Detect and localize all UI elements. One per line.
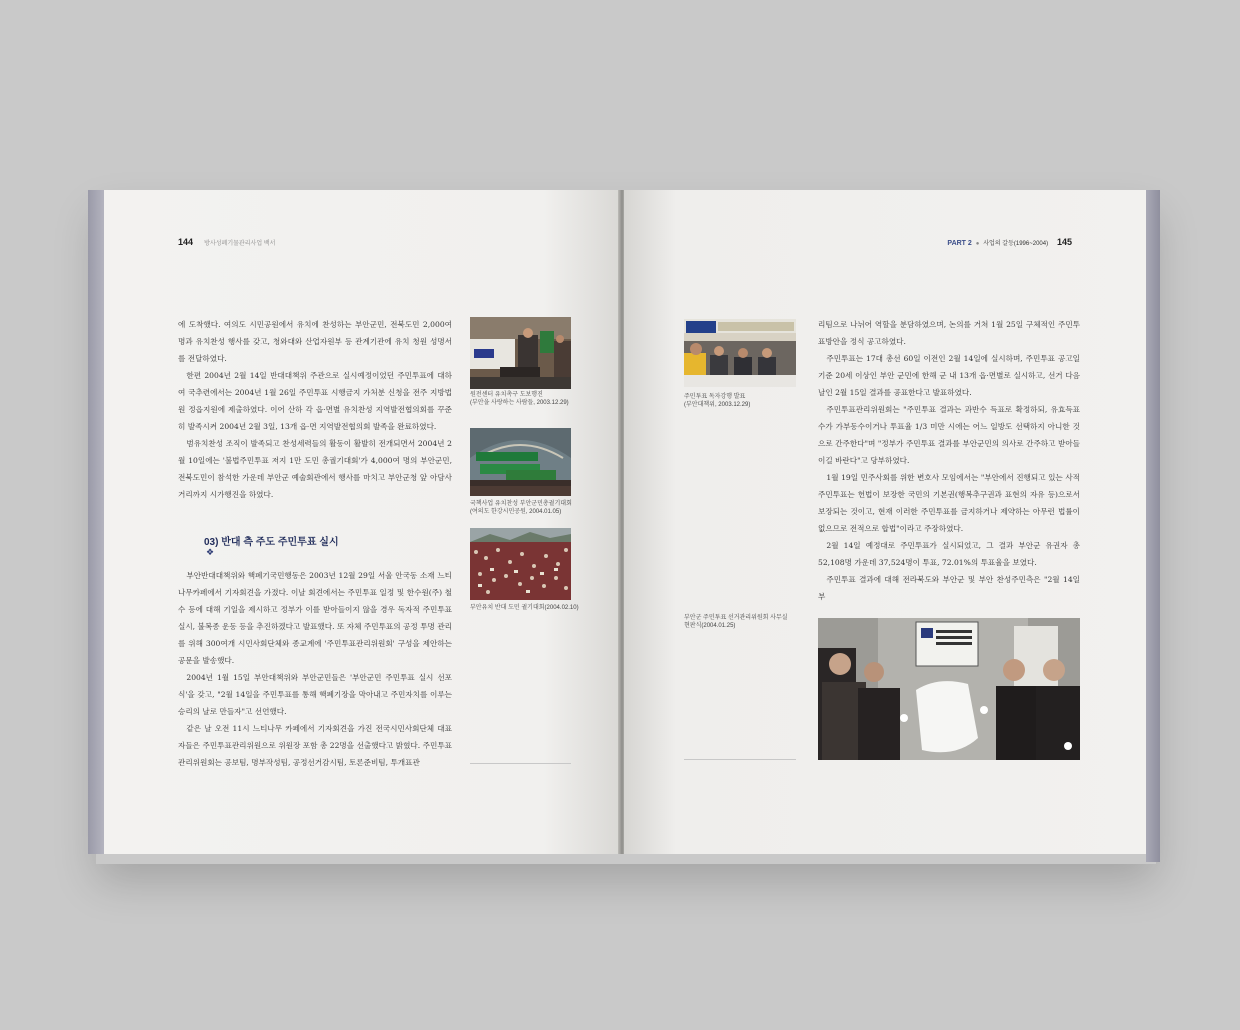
section-heading: 03) 반대 측 주도 주민투표 실시 xyxy=(204,537,339,548)
caption-line: (여의도 한강시민공원, 2004.01.05) xyxy=(470,509,562,515)
footer-rule-right xyxy=(684,759,796,760)
photo-plaque-unveiling xyxy=(818,618,1080,760)
photo-caption-2 xyxy=(470,500,572,516)
paragraph: 주민투표 결과에 대해 전라북도와 부안군 및 부안 찬성주민측은 "2월 14일 부 xyxy=(818,575,1080,601)
photo-press-conference xyxy=(684,319,796,387)
left-running-header xyxy=(178,237,275,247)
book-cover-right-edge xyxy=(1146,190,1160,862)
caption-line: 원전센터 유치촉구 도보행진 xyxy=(470,392,543,398)
left-body-bottom xyxy=(178,567,452,771)
caption-line: 부안군 주민투표 선거관리위원회 사무실 xyxy=(684,615,788,621)
paragraph: 2월 14일 예정대로 주민투표가 실시되었고, 그 결과 부안군 유권자 총 52,108명 가운데 37,524명이 투표, 72.01%의 투표율을 보였다. xyxy=(818,541,1080,567)
part-label: PART 2 xyxy=(947,240,972,247)
photo-caption-right-2 xyxy=(684,614,788,630)
photo-opposition-crowd xyxy=(470,528,571,600)
paragraph: 부안반대대책위와 핵폐기국민행동은 2003년 12월 29일 서울 안국동 소재 느티나무카페에서 기자회견을 가졌다. 이날 회견에서는 주민투표 일정 및 한수원(주) 철수 등에 대해 기일을 제시하고 정부가 이를 받아들이지 않을 경우 독자적 주민투표 실시, 불복종 운동 등을 추진하겠다고 발표했다. 또 자체 주민투표의 공정 투명 관리를 위해 300여개 시민사회단체와 종교계에 '주민투표관리위원회' 구성을 제안하는 공문을 발송했다. xyxy=(178,571,452,665)
paragraph: 리팀으로 나뉘어 역할을 분담하였으며, 논의를 거쳐 1월 25일 구체적인 주민투표방안을 정식 공고하였다. xyxy=(818,320,1080,346)
photo-walking-march xyxy=(470,317,571,389)
caption-line: (부안을 사랑하는 사람들, 2003.12.29) xyxy=(470,400,569,406)
caption-line: 현판식(2004.01.25) xyxy=(684,623,736,629)
caption-line: 주민투표 독자강행 발표 xyxy=(684,394,746,400)
paragraph: 같은 날 오전 11시 느티나무 카페에서 기자회견을 가진 전국시민사회단체 대표자들은 주민투표관리위원으로 위원장 포함 총 22명을 선출했다고 밝혔다. 주민투표관리위원회는 공보팀, 명부작성팀, 공정선거감시팀, 토론준비팀, 투개표관 xyxy=(178,724,452,767)
photo-caption-right-1 xyxy=(684,393,750,409)
paragraph: 1월 19일 민주사회를 위한 변호사 모임에서는 "부안에서 진행되고 있는 사적 주민투표는 헌법이 보장한 국민의 기본권(행복추구권과 표현의 자유 등)으로서 보장되는 것이고, 현재 이러한 주민투표를 금지하거나 제약하는 아무런 법률이 없으므로 전적으로 합법"이라고 주장하였다. xyxy=(818,473,1080,533)
right-body xyxy=(818,316,1080,605)
photo-support-rally xyxy=(470,428,571,496)
heading-ornament-icon: ❖ xyxy=(206,548,215,558)
right-page xyxy=(624,190,1146,854)
paragraph: 범유치찬성 조직이 발족되고 찬성세력들의 활동이 활발히 전개되면서 2004년 2월 10일에는 '불법주민투표 저지 1만 도민 총궐기대회'가 4,000여 명의 부안군민, 전북도민이 참석한 가운데 부안군 예술회관에서 행사를 마치고 부안군청 앞 아담사거리까지 시가행진을 하였다. xyxy=(178,439,452,499)
paragraph: 주민투표는 17대 총선 60일 이전인 2월 14일에 실시하며, 주민투표 공고일 기준 20세 이상인 부안 군민에 한해 군 내 13개 읍·면별로 실시하고, 선거 다음날인 2월 15일 결과를 공표한다고 발표하였다. xyxy=(818,354,1080,397)
left-page-number: 144 xyxy=(178,237,194,247)
paragraph: 한편 2004년 2월 14일 반대대책위 주관으로 실시예정이었던 주민투표에 대하여 국추련에서는 2004년 1월 26일 주민투표 시행금지 가처분 신청을 전주 지방법원 정읍지원에 제출하였다. 이어 산하 각 읍·면별 유치찬성 지역발전협의회를 꾸준히 발족시켜 2004년 2월 3일, 13개 읍·면 지역발전협의회 발족을 완료하였다. xyxy=(178,371,452,431)
right-running-header: PART 2 ● 사업의 갈등(1996~2004) 145 xyxy=(947,237,1072,247)
left-body-top xyxy=(178,316,452,503)
photo-caption-1 xyxy=(470,391,569,407)
left-page xyxy=(104,190,621,854)
section-title: 사업의 갈등(1996~2004) xyxy=(983,241,1049,247)
book-title: 방사성폐기물관리사업 백서 xyxy=(204,241,276,247)
photo-caption-3 xyxy=(470,604,579,612)
paragraph: 2004년 1월 15일 부안대책위와 부안군민들은 '부안군민 주민투표 실시 선포식'을 갖고, "2월 14일을 주민투표를 통해 핵폐기장을 막아내고 주민자치를 이루는 승리의 날로 만들자"고 선언했다. xyxy=(178,673,452,716)
footer-rule xyxy=(470,763,571,764)
right-page-number: 145 xyxy=(1056,237,1072,247)
caption-line: (부안대책위, 2003.12.29) xyxy=(684,402,751,408)
caption-line: 국책사업 유치찬성 부안군민총궐기대회 xyxy=(470,501,572,507)
caption-line: 부안유치 반대 도민 궐기대회(2004.02.10) xyxy=(470,605,579,611)
paragraph: 에 도착했다. 여의도 시민공원에서 유치에 찬성하는 부안군민, 전북도민 2,000여 명과 유치찬성 행사를 갖고, 청와대와 산업자원부 등 관계기관에 유치 청원 성명서를 전달하였다. xyxy=(178,320,452,363)
paragraph: 주민투표관리위원회는 "주민투표 결과는 과반수 득표로 확정하되, 유효득표수가 가부동수이거나 투표율 1/3 미만 시에는 어느 일방도 선택하지 아니한 것으로 간주한다"며 "정부가 주민투표 결과를 부안군민의 의사로 간주하고 받아들이길 바란다"고 당부하였다. xyxy=(818,405,1080,465)
